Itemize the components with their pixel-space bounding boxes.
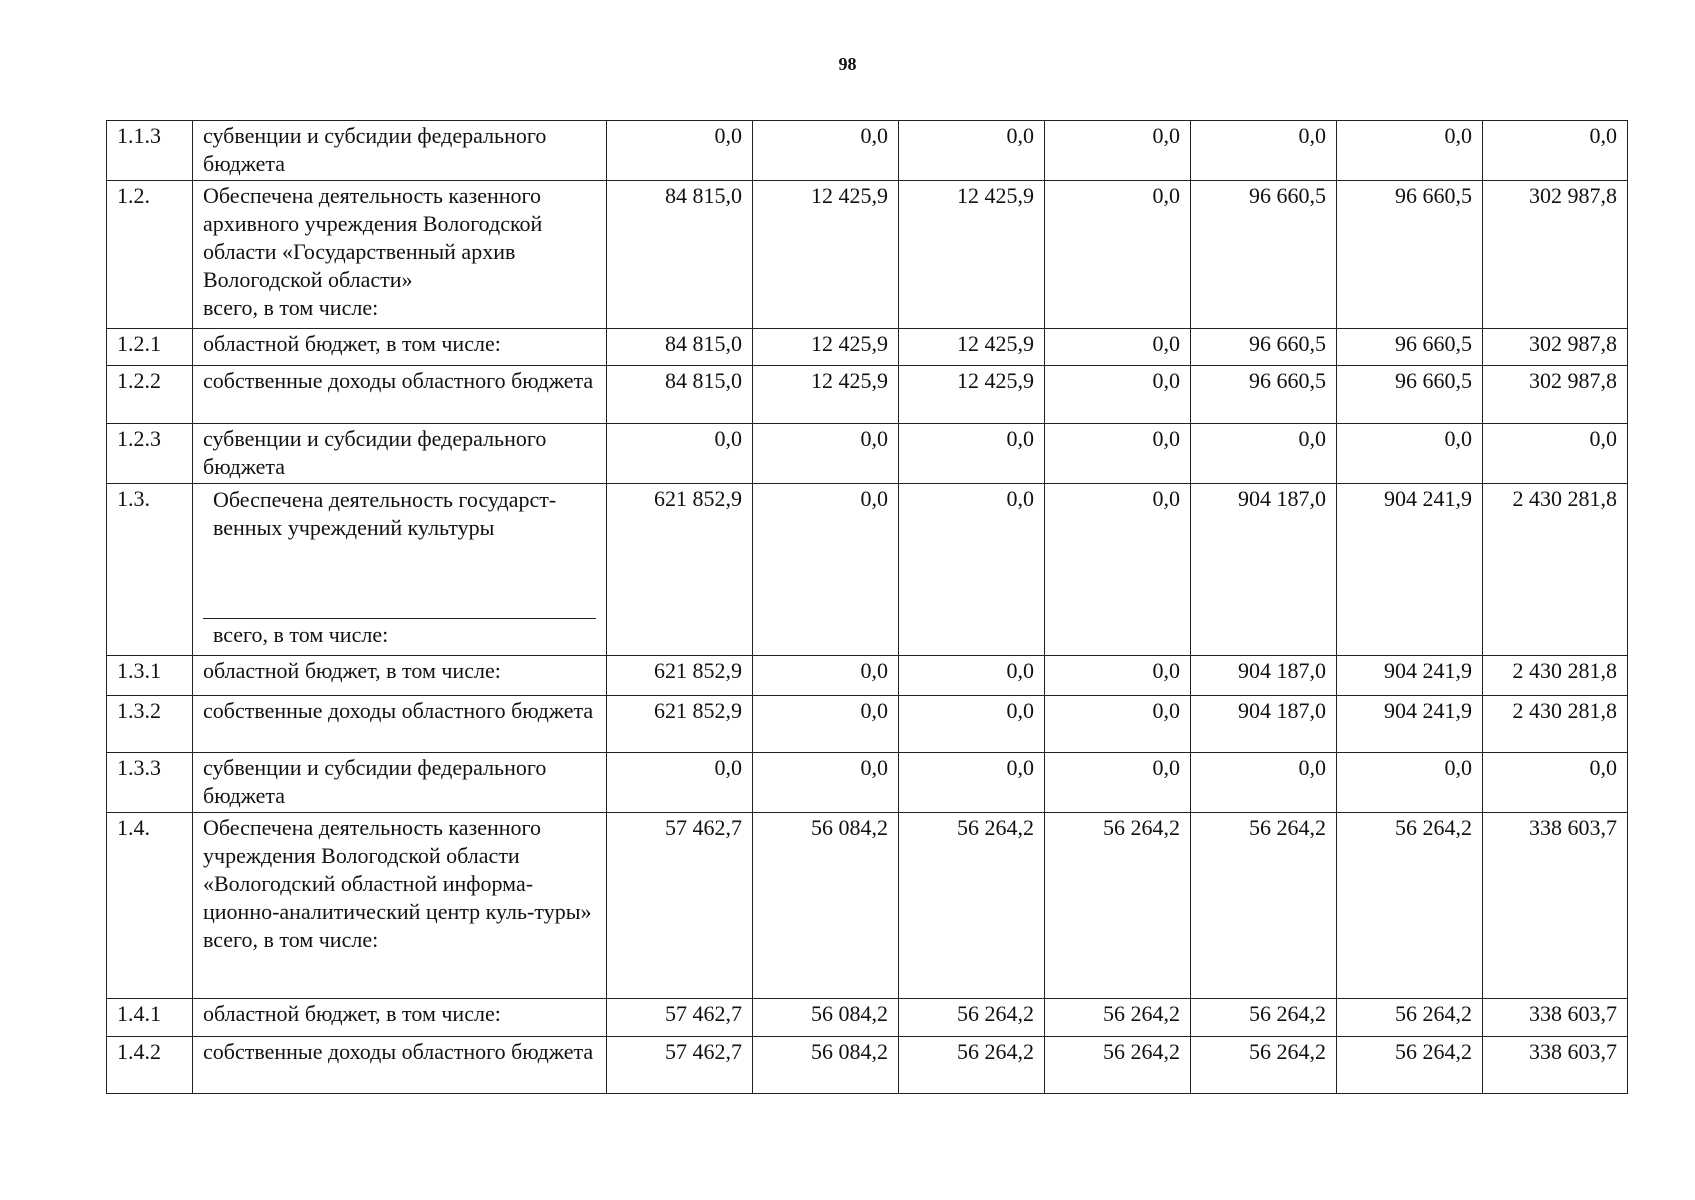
value-cell: 0,0 [1045,753,1191,813]
value-cell: 0,0 [753,121,899,181]
table-row [107,121,1628,181]
row-description-suffix: всего, в том числе: [203,295,379,320]
row-description: собственные доходы областного бюджета [193,366,607,424]
total-cell: 2 430 281,8 [1483,484,1628,656]
value-cell: 84 815,0 [607,181,753,329]
value-cell: 0,0 [753,753,899,813]
value-cell: 0,0 [1045,366,1191,424]
value-cell: 56 264,2 [1045,1037,1191,1094]
value-cell: 56 264,2 [1191,813,1337,999]
value-cell: 56 264,2 [1337,813,1483,999]
value-cell: 904 241,9 [1337,484,1483,656]
value-cell: 56 264,2 [1191,1037,1337,1094]
value-cell: 56 084,2 [753,999,899,1037]
table-row [107,329,1628,366]
row-number: 1.4. [107,813,193,999]
row-description-suffix: всего, в том числе: [203,927,379,952]
value-cell: 0,0 [607,424,753,484]
value-cell: 0,0 [753,696,899,753]
total-cell: 0,0 [1483,121,1628,181]
value-cell: 96 660,5 [1191,366,1337,424]
value-cell: 56 264,2 [1337,999,1483,1037]
value-cell: 0,0 [899,424,1045,484]
value-cell: 0,0 [1191,753,1337,813]
total-cell: 302 987,8 [1483,181,1628,329]
value-cell: 12 425,9 [753,181,899,329]
value-cell: 0,0 [1337,121,1483,181]
value-cell: 56 264,2 [899,999,1045,1037]
value-cell: 96 660,5 [1337,181,1483,329]
value-cell: 84 815,0 [607,366,753,424]
value-cell: 0,0 [607,121,753,181]
value-cell: 56 084,2 [753,813,899,999]
value-cell: 56 264,2 [1191,999,1337,1037]
row-description-text: Обеспечена деятельность государст-венных учреждений культуры [213,487,557,540]
table-row [107,999,1628,1037]
row-description: субвенции и субсидии федерального бюджета [193,753,607,813]
value-cell: 0,0 [1045,181,1191,329]
total-cell: 338 603,7 [1483,813,1628,999]
total-cell: 338 603,7 [1483,1037,1628,1094]
value-cell: 12 425,9 [899,181,1045,329]
row-description: субвенции и субсидии федерального бюджета [193,121,607,181]
row-number: 1.4.2 [107,1037,193,1094]
table-body [107,121,1628,1094]
value-cell: 0,0 [1337,424,1483,484]
row-number: 1.3. [107,484,193,656]
value-cell: 57 462,7 [607,813,753,999]
value-cell: 0,0 [899,753,1045,813]
total-cell: 302 987,8 [1483,329,1628,366]
row-description: областной бюджет, в том числе: [193,999,607,1037]
page-number: 98 [838,54,857,74]
value-cell: 0,0 [1191,121,1337,181]
row-number: 1.2.2 [107,366,193,424]
total-cell: 2 430 281,8 [1483,656,1628,696]
value-cell: 84 815,0 [607,329,753,366]
value-cell: 12 425,9 [753,329,899,366]
table-row [107,424,1628,484]
value-cell: 96 660,5 [1191,181,1337,329]
row-number: 1.2.1 [107,329,193,366]
table-row [107,366,1628,424]
value-cell: 0,0 [1191,424,1337,484]
table-row [107,656,1628,696]
value-cell: 0,0 [1337,753,1483,813]
table-row [107,1037,1628,1094]
row-number: 1.4.1 [107,999,193,1037]
total-cell: 0,0 [1483,753,1628,813]
total-cell: 302 987,8 [1483,366,1628,424]
value-cell: 621 852,9 [607,484,753,656]
budget-table [106,120,1628,1094]
row-number: 1.1.3 [107,121,193,181]
table-row [107,753,1628,813]
table-row [107,696,1628,753]
value-cell: 0,0 [1045,424,1191,484]
value-cell: 57 462,7 [607,1037,753,1094]
value-cell: 0,0 [1045,656,1191,696]
row-number: 1.2.3 [107,424,193,484]
value-cell: 904 241,9 [1337,696,1483,753]
value-cell: 57 462,7 [607,999,753,1037]
total-cell: 338 603,7 [1483,999,1628,1037]
table-row [107,813,1628,999]
value-cell: 0,0 [899,121,1045,181]
value-cell: 904 187,0 [1191,696,1337,753]
row-description [193,484,607,656]
value-cell: 56 084,2 [753,1037,899,1094]
table-row [107,181,1628,329]
row-description-text: Обеспечена деятельность казенного архивного учреждения Вологодской области «Государственный архив Вологодской области» [203,183,543,292]
row-description-text: Обеспечена деятельность казенного учреждения Вологодской области «Вологодский областной информа-ционно-аналитический центр куль-туры» [203,815,592,924]
value-cell: 0,0 [753,424,899,484]
value-cell: 12 425,9 [753,366,899,424]
value-cell: 621 852,9 [607,696,753,753]
value-cell: 56 264,2 [1337,1037,1483,1094]
value-cell: 904 187,0 [1191,656,1337,696]
value-cell: 56 264,2 [899,1037,1045,1094]
row-description [193,813,607,999]
value-cell: 904 187,0 [1191,484,1337,656]
value-cell: 96 660,5 [1337,366,1483,424]
row-number: 1.3.3 [107,753,193,813]
value-cell: 0,0 [753,484,899,656]
row-description-bottom [203,619,596,651]
row-number: 1.3.1 [107,656,193,696]
value-cell: 56 264,2 [1045,999,1191,1037]
row-description: собственные доходы областного бюджета [193,696,607,753]
value-cell: 56 264,2 [1045,813,1191,999]
value-cell: 0,0 [607,753,753,813]
row-description-suffix: всего, в том числе: [213,622,389,647]
value-cell: 56 264,2 [899,813,1045,999]
row-description: собственные доходы областного бюджета [193,1037,607,1094]
value-cell: 0,0 [1045,329,1191,366]
row-number: 1.2. [107,181,193,329]
value-cell: 904 241,9 [1337,656,1483,696]
total-cell: 0,0 [1483,424,1628,484]
value-cell: 96 660,5 [1191,329,1337,366]
row-description: областной бюджет, в том числе: [193,656,607,696]
value-cell: 12 425,9 [899,329,1045,366]
table-row [107,484,1628,656]
row-description-top [203,485,596,619]
value-cell: 0,0 [1045,484,1191,656]
value-cell: 0,0 [899,656,1045,696]
row-description: областной бюджет, в том числе: [193,329,607,366]
row-description: субвенции и субсидии федерального бюджета [193,424,607,484]
value-cell: 621 852,9 [607,656,753,696]
value-cell: 12 425,9 [899,366,1045,424]
value-cell: 0,0 [1045,696,1191,753]
total-cell: 2 430 281,8 [1483,696,1628,753]
row-number: 1.3.2 [107,696,193,753]
row-description [193,181,607,329]
value-cell: 0,0 [1045,121,1191,181]
value-cell: 0,0 [753,656,899,696]
value-cell: 0,0 [899,696,1045,753]
value-cell: 96 660,5 [1337,329,1483,366]
value-cell: 0,0 [899,484,1045,656]
